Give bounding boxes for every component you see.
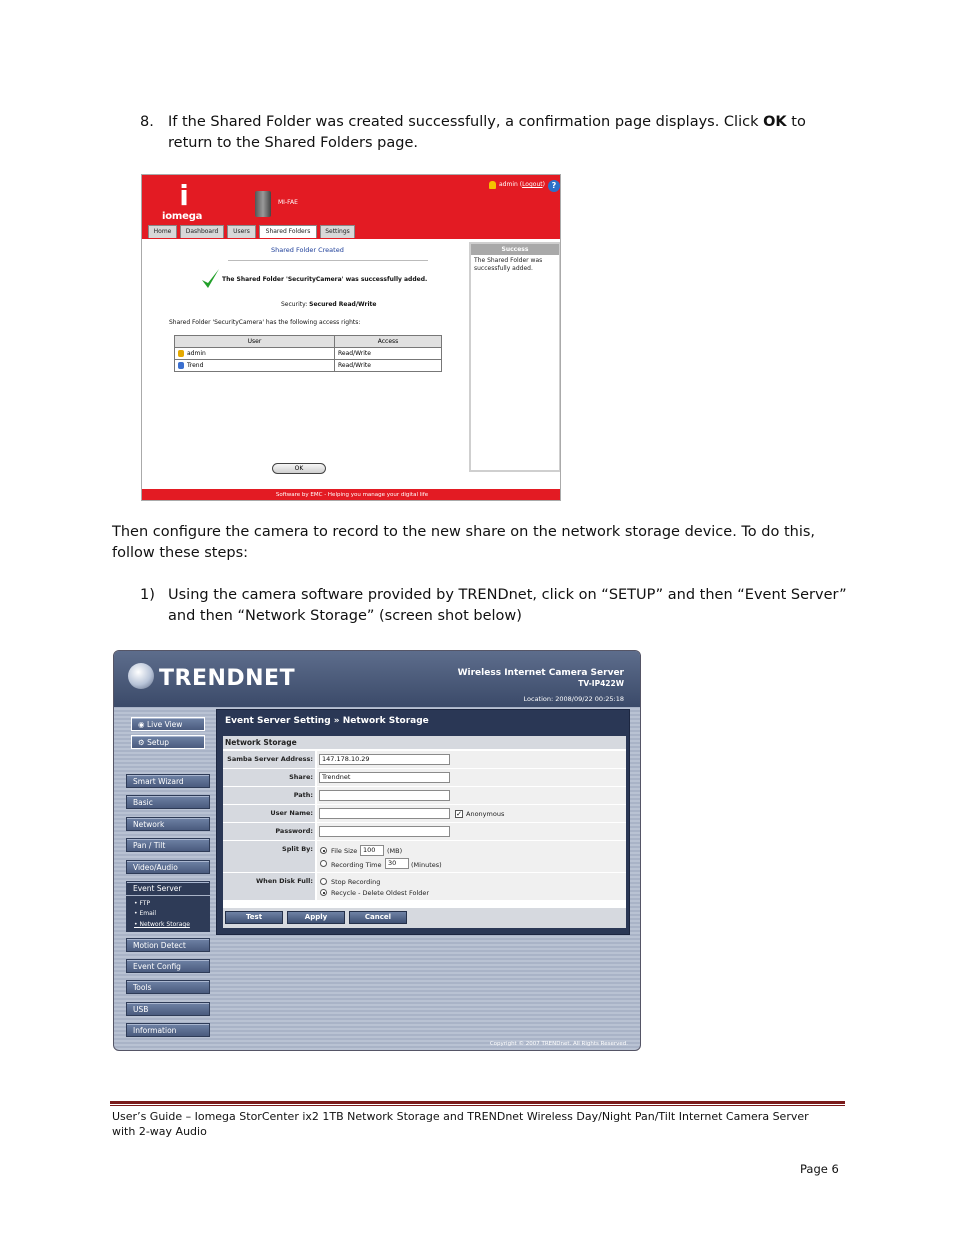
copyright: Copyright © 2007 TRENDnet. All Rights Reserved. <box>489 1041 628 1047</box>
logout-link[interactable]: Logout <box>522 181 543 188</box>
password-row: Password: <box>223 822 626 840</box>
tab-shared-folders[interactable]: Shared Folders <box>259 225 317 238</box>
nav-event-config[interactable]: Event Config <box>126 959 210 973</box>
ok-emphasis: OK <box>763 114 787 130</box>
path-row: Path: <box>223 786 626 804</box>
button-bar <box>223 908 626 928</box>
nav-network[interactable]: Network <box>126 817 210 831</box>
admin-user-icon <box>178 350 184 357</box>
file-size-input[interactable]: 100 <box>360 845 384 856</box>
step-text: If the Shared Folder was created successfully, a confirmation page displays. Click OK to return to the Shared Folders page. <box>168 114 806 151</box>
table-row: Trend Read/Write <box>175 360 442 372</box>
recording-time-radio[interactable] <box>320 860 327 867</box>
samba-address-input[interactable]: 147.178.10.29 <box>319 754 450 765</box>
network-storage-form <box>223 736 626 928</box>
user-icon <box>489 181 496 189</box>
nav-basic[interactable]: Basic <box>126 795 210 809</box>
nav-information[interactable]: Information <box>126 1023 210 1037</box>
file-size-radio[interactable] <box>320 847 327 854</box>
access-table <box>174 335 442 372</box>
device-name: MI-FAE <box>278 199 298 206</box>
trendnet-logo: TRENDNET <box>159 666 296 691</box>
apply-button[interactable]: Apply <box>287 911 345 924</box>
help-icon[interactable]: ? <box>548 180 560 192</box>
user-info: admin (Logout) <box>499 181 545 188</box>
recycle-radio[interactable] <box>320 889 327 896</box>
nav-pan-tilt[interactable]: Pan / Tilt <box>126 838 210 852</box>
rights-text: Shared Folder 'SecurityCamera' has the following access rights: <box>169 319 361 326</box>
product-name: Wireless Internet Camera Server <box>457 668 624 678</box>
split-by-row: Split By: File Size 100 (MB) Recording Time 30 (Minutes) <box>223 840 626 872</box>
success-panel-title: Success <box>471 244 559 255</box>
event-server-submenu <box>126 896 210 932</box>
cancel-button[interactable]: Cancel <box>349 911 407 924</box>
step-number: 1) <box>140 587 155 603</box>
samba-row: Samba Server Address: 147.178.10.29 <box>223 750 626 768</box>
page-title: Event Server Setting » Network Storage <box>225 716 429 726</box>
user-icon <box>178 362 184 369</box>
nav-usb[interactable]: USB <box>126 1002 210 1016</box>
anonymous-label: Anonymous <box>466 810 505 818</box>
tab-settings[interactable]: Settings <box>320 225 355 238</box>
nav-smart-wizard[interactable]: Smart Wizard <box>126 774 210 788</box>
checkmark-icon <box>200 268 220 290</box>
tab-users[interactable]: Users <box>227 225 256 238</box>
divider <box>228 260 428 261</box>
nav-tools[interactable]: Tools <box>126 980 210 994</box>
ok-button[interactable]: OK <box>272 463 326 474</box>
step-number: 8. <box>140 114 154 130</box>
submenu-email[interactable]: • Email <box>134 910 157 917</box>
tab-home[interactable]: Home <box>148 225 177 238</box>
trendnet-logo-icon <box>128 663 154 689</box>
main-panel <box>216 709 630 935</box>
footer-text: User’s Guide – Iomega StorCenter ix2 1TB Network Storage and TRENDnet Wireless Day/Night Pan/Tilt Internet Camera Server with 2-way Audio <box>112 1110 809 1138</box>
page-title: Shared Folder Created <box>271 246 344 254</box>
success-panel <box>469 242 561 472</box>
step-text: Using the camera software provided by TRENDnet, click on “SETUP” and then “Event Server” and then “Network Storage” (screen shot below) <box>168 587 847 624</box>
tab-dashboard[interactable]: Dashboard <box>180 225 224 238</box>
gear-icon: ⚙ <box>138 738 145 747</box>
table-row: admin Read/Write <box>175 348 442 360</box>
success-panel-text: The Shared Folder was successfully added. <box>474 257 543 272</box>
table-header: User Access <box>175 336 442 348</box>
footer-rule <box>110 1101 845 1104</box>
live-view-button[interactable]: ◉ Live View <box>131 717 205 731</box>
path-input[interactable] <box>319 790 450 801</box>
server-icon <box>255 191 271 217</box>
submenu-ftp[interactable]: • FTP <box>134 900 151 907</box>
username-row: User Name: ✓ Anonymous <box>223 804 626 822</box>
nav-event-server[interactable]: Event Server <box>126 881 210 895</box>
iomega-footer: Software by EMC - Helping you manage your digital life <box>142 489 561 501</box>
security-line: Security: Secured Read/Write <box>281 301 377 308</box>
eye-icon: ◉ <box>138 720 145 729</box>
stop-recording-radio[interactable] <box>320 878 327 885</box>
iomega-screenshot <box>141 174 561 501</box>
setup-button[interactable]: ⚙ Setup <box>131 735 205 749</box>
model-name: TV-IP422W <box>578 679 624 688</box>
test-button[interactable]: Test <box>225 911 283 924</box>
trendnet-screenshot <box>113 650 641 1051</box>
footer-rule-thin <box>110 1105 845 1106</box>
trendnet-header <box>114 651 641 707</box>
disk-full-row: When Disk Full: Stop Recording Recycle - Delete Oldest Folder <box>223 872 626 900</box>
iomega-logo: i iomega <box>162 179 203 222</box>
submenu-network-storage[interactable]: • Network Storage <box>134 921 190 928</box>
nav-motion-detect[interactable]: Motion Detect <box>126 938 210 952</box>
section-title: Network Storage <box>223 736 626 749</box>
share-row: Share: Trendnet <box>223 768 626 786</box>
recording-time-input[interactable]: 30 <box>385 858 409 869</box>
username-input[interactable] <box>319 808 450 819</box>
password-input[interactable] <box>319 826 450 837</box>
intro-paragraph: Then configure the camera to record to the new share on the network storage device. To do this, follow these steps: <box>112 524 816 561</box>
success-message: The Shared Folder 'SecurityCamera' was successfully added. <box>222 276 428 283</box>
location-time: Location: 2008/09/22 00:25:18 <box>523 695 624 703</box>
nav-video-audio[interactable]: Video/Audio <box>126 860 210 874</box>
share-input[interactable]: Trendnet <box>319 772 450 783</box>
anonymous-checkbox[interactable]: ✓ <box>456 810 462 818</box>
page-number: Page 6 <box>800 1162 839 1176</box>
